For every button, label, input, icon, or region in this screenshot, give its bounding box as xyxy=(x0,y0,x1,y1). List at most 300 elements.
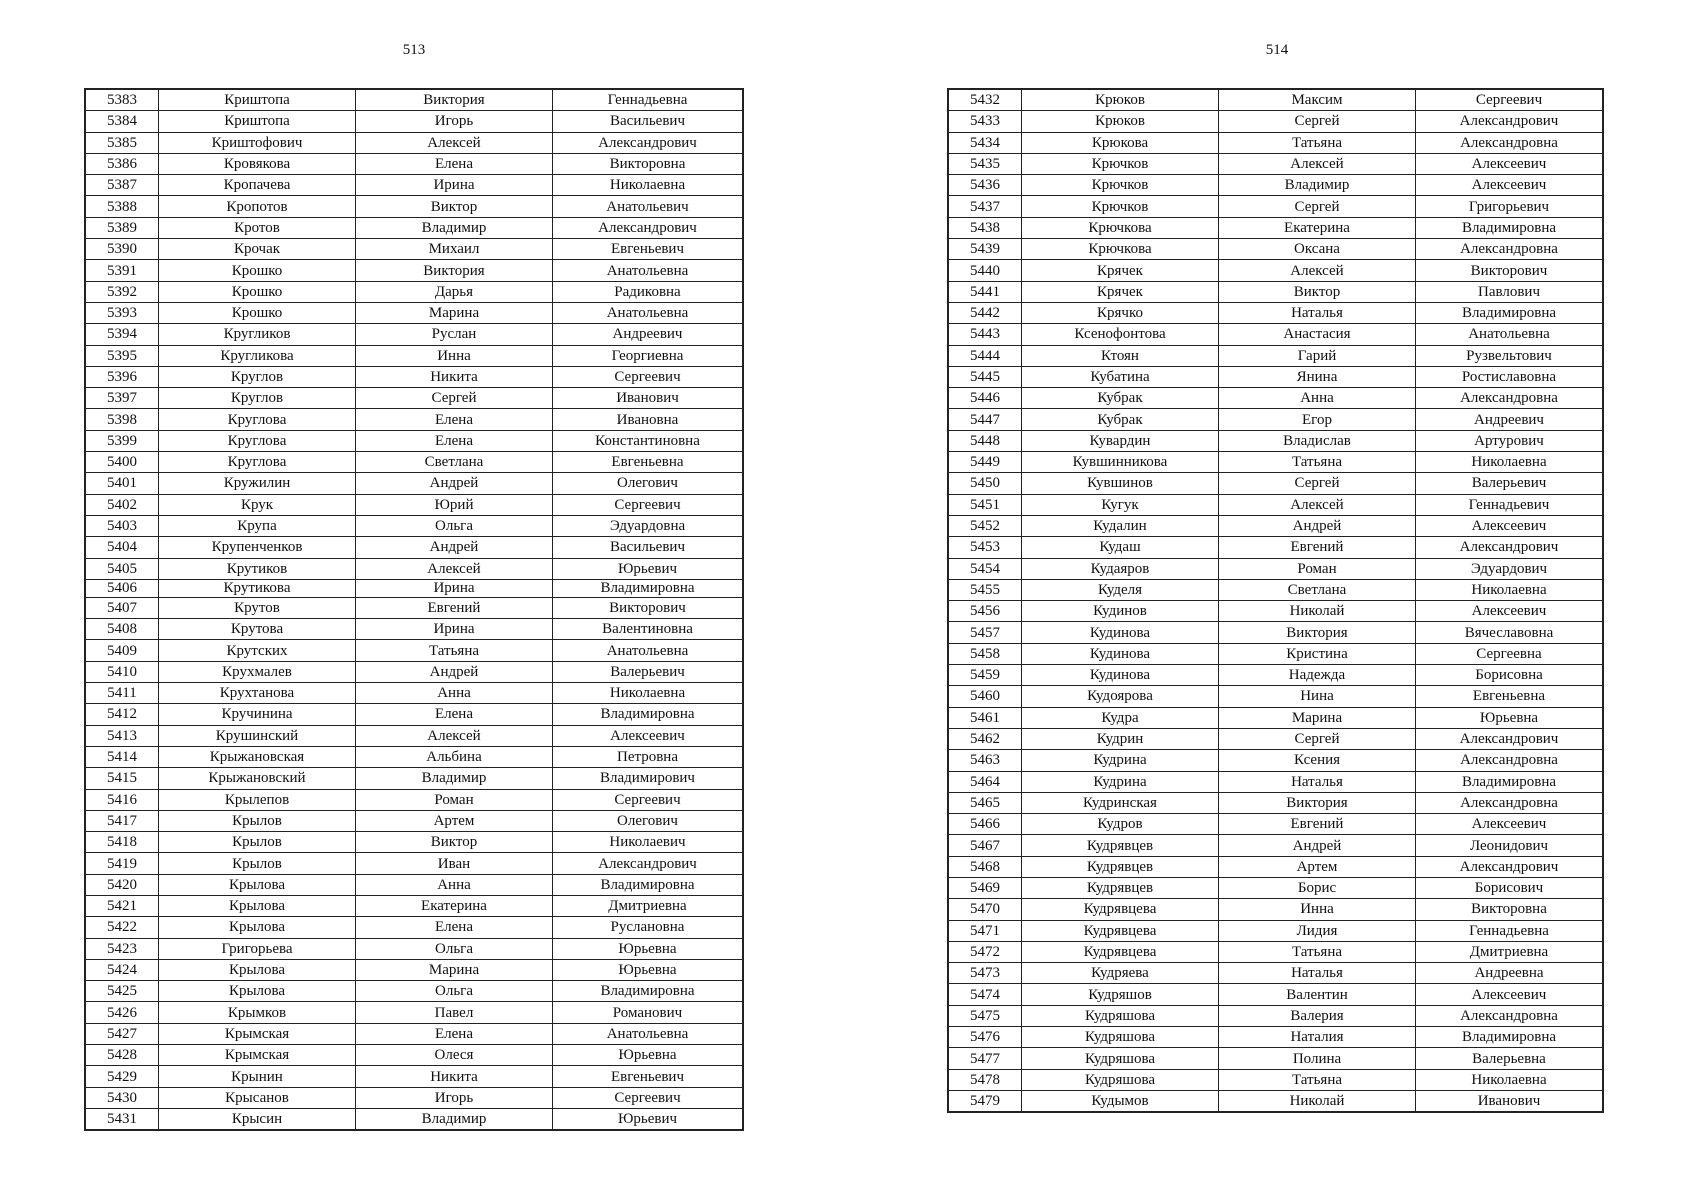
table-row xyxy=(85,409,743,430)
table-row xyxy=(948,345,1603,366)
first-name-cell: Никита xyxy=(356,366,553,387)
patronymic-cell: Алексеевич xyxy=(1416,984,1604,1005)
table-row xyxy=(948,281,1603,302)
patronymic-cell: Александрович xyxy=(1416,728,1604,749)
surname-cell: Крылова xyxy=(159,959,356,980)
first-name-cell: Сергей xyxy=(356,388,553,409)
first-name-cell: Виктория xyxy=(356,89,553,111)
first-name-cell: Игорь xyxy=(356,111,553,132)
first-name-cell: Елена xyxy=(356,917,553,938)
surname-cell: Крупа xyxy=(159,515,356,536)
page-number: 514 xyxy=(1265,42,1289,58)
patronymic-cell: Эдуардовна xyxy=(553,515,744,536)
patronymic-cell: Сергеевич xyxy=(553,789,744,810)
surname-cell: Кудрявцев xyxy=(1022,877,1219,898)
table-row xyxy=(85,111,743,132)
surname-cell: Круглов xyxy=(159,388,356,409)
patronymic-cell: Владимирович xyxy=(553,768,744,789)
first-name-cell: Валентин xyxy=(1219,984,1416,1005)
patronymic-cell: Алексеевич xyxy=(1416,153,1604,174)
surname-cell: Круглова xyxy=(159,452,356,473)
surname-cell: Крючков xyxy=(1022,196,1219,217)
surname-cell: Крутов xyxy=(159,597,356,618)
patronymic-cell: Сергеевич xyxy=(1416,89,1604,111)
table-row xyxy=(948,835,1603,856)
first-name-cell: Руслан xyxy=(356,324,553,345)
table-row xyxy=(85,430,743,451)
record-number-cell: 5386 xyxy=(85,153,159,174)
patronymic-cell: Юрьевна xyxy=(553,938,744,959)
patronymic-cell: Андреевич xyxy=(553,324,744,345)
table-row xyxy=(948,792,1603,813)
first-name-cell: Наталья xyxy=(1219,302,1416,323)
first-name-cell: Владимир xyxy=(356,1108,553,1130)
surname-cell: Крячек xyxy=(1022,260,1219,281)
record-number-cell: 5418 xyxy=(85,832,159,853)
record-number-cell: 5423 xyxy=(85,938,159,959)
table-row xyxy=(85,959,743,980)
first-name-cell: Инна xyxy=(356,345,553,366)
patronymic-cell: Георгиевна xyxy=(553,345,744,366)
table-row xyxy=(85,473,743,494)
surname-cell: Кудрина xyxy=(1022,750,1219,771)
first-name-cell: Артем xyxy=(356,810,553,831)
record-number-cell: 5444 xyxy=(948,345,1022,366)
table-row xyxy=(948,452,1603,473)
patronymic-cell: Владимировна xyxy=(1416,302,1604,323)
record-number-cell: 5433 xyxy=(948,111,1022,132)
table-row xyxy=(948,537,1603,558)
record-number-cell: 5402 xyxy=(85,494,159,515)
table-row xyxy=(85,281,743,302)
patronymic-cell: Александрович xyxy=(1416,111,1604,132)
roster-table xyxy=(947,88,1604,1113)
table-row xyxy=(948,686,1603,707)
patronymic-cell: Викторович xyxy=(553,597,744,618)
record-number-cell: 5415 xyxy=(85,768,159,789)
table-row xyxy=(85,515,743,536)
first-name-cell: Татьяна xyxy=(1219,1069,1416,1090)
record-number-cell: 5385 xyxy=(85,132,159,153)
surname-cell: Кудоярова xyxy=(1022,686,1219,707)
patronymic-cell: Геннадьевна xyxy=(1416,920,1604,941)
record-number-cell: 5411 xyxy=(85,683,159,704)
table-row xyxy=(948,111,1603,132)
surname-cell: Крымская xyxy=(159,1023,356,1044)
record-number-cell: 5428 xyxy=(85,1045,159,1066)
record-number-cell: 5472 xyxy=(948,941,1022,962)
record-number-cell: 5407 xyxy=(85,597,159,618)
table-row xyxy=(948,153,1603,174)
patronymic-cell: Иванович xyxy=(553,388,744,409)
first-name-cell: Иван xyxy=(356,853,553,874)
table-row xyxy=(948,1048,1603,1069)
patronymic-cell: Николаевна xyxy=(1416,579,1604,600)
table-row xyxy=(948,665,1603,686)
first-name-cell: Оксана xyxy=(1219,239,1416,260)
table-row xyxy=(85,239,743,260)
first-name-cell: Никита xyxy=(356,1066,553,1087)
first-name-cell: Янина xyxy=(1219,366,1416,387)
patronymic-cell: Геннадьевич xyxy=(1416,494,1604,515)
surname-cell: Крючкова xyxy=(1022,217,1219,238)
patronymic-cell: Сергеевич xyxy=(553,366,744,387)
patronymic-cell: Юрьевна xyxy=(1416,707,1604,728)
patronymic-cell: Анатольевич xyxy=(553,196,744,217)
first-name-cell: Сергей xyxy=(1219,473,1416,494)
record-number-cell: 5413 xyxy=(85,725,159,746)
first-name-cell: Наталья xyxy=(1219,771,1416,792)
patronymic-cell: Викторовна xyxy=(1416,899,1604,920)
surname-cell: Кугук xyxy=(1022,494,1219,515)
record-number-cell: 5404 xyxy=(85,537,159,558)
surname-cell: Кувшинникова xyxy=(1022,452,1219,473)
first-name-cell: Егор xyxy=(1219,409,1416,430)
patronymic-cell: Александровна xyxy=(1416,1005,1604,1026)
record-number-cell: 5457 xyxy=(948,622,1022,643)
patronymic-cell: Владимировна xyxy=(553,704,744,725)
surname-cell: Кудров xyxy=(1022,814,1219,835)
table-row xyxy=(85,579,743,597)
first-name-cell: Виктор xyxy=(356,196,553,217)
patronymic-cell: Борисовна xyxy=(1416,665,1604,686)
first-name-cell: Надежда xyxy=(1219,665,1416,686)
record-number-cell: 5450 xyxy=(948,473,1022,494)
record-number-cell: 5427 xyxy=(85,1023,159,1044)
record-number-cell: 5384 xyxy=(85,111,159,132)
patronymic-cell: Олегович xyxy=(553,810,744,831)
record-number-cell: 5474 xyxy=(948,984,1022,1005)
patronymic-cell: Александровна xyxy=(1416,132,1604,153)
patronymic-cell: Александровна xyxy=(1416,388,1604,409)
surname-cell: Крысанов xyxy=(159,1087,356,1108)
first-name-cell: Виктория xyxy=(356,260,553,281)
table-row xyxy=(85,1023,743,1044)
first-name-cell: Татьяна xyxy=(1219,941,1416,962)
surname-cell: Крупенченков xyxy=(159,537,356,558)
first-name-cell: Марина xyxy=(356,302,553,323)
surname-cell: Крыжановская xyxy=(159,746,356,767)
first-name-cell: Ирина xyxy=(356,619,553,640)
patronymic-cell: Романович xyxy=(553,1002,744,1023)
patronymic-cell: Валерьевна xyxy=(1416,1048,1604,1069)
surname-cell: Крынин xyxy=(159,1066,356,1087)
patronymic-cell: Борисович xyxy=(1416,877,1604,898)
record-number-cell: 5463 xyxy=(948,750,1022,771)
table-row xyxy=(948,1090,1603,1112)
table-row xyxy=(948,920,1603,941)
record-number-cell: 5410 xyxy=(85,661,159,682)
surname-cell: Кудрин xyxy=(1022,728,1219,749)
surname-cell: Крюкова xyxy=(1022,132,1219,153)
patronymic-cell: Владимировна xyxy=(553,874,744,895)
patronymic-cell: Григорьевич xyxy=(1416,196,1604,217)
surname-cell: Крысин xyxy=(159,1108,356,1130)
table-row xyxy=(948,175,1603,196)
first-name-cell: Владимир xyxy=(356,217,553,238)
first-name-cell: Евгений xyxy=(356,597,553,618)
table-row xyxy=(948,707,1603,728)
patronymic-cell: Юрьевна xyxy=(553,959,744,980)
record-number-cell: 5459 xyxy=(948,665,1022,686)
record-number-cell: 5465 xyxy=(948,792,1022,813)
surname-cell: Ксенофонтова xyxy=(1022,324,1219,345)
record-number-cell: 5449 xyxy=(948,452,1022,473)
first-name-cell: Евгений xyxy=(1219,814,1416,835)
patronymic-cell: Артурович xyxy=(1416,430,1604,451)
record-number-cell: 5392 xyxy=(85,281,159,302)
patronymic-cell: Викторовна xyxy=(553,153,744,174)
surname-cell: Круглова xyxy=(159,430,356,451)
surname-cell: Кудрявцев xyxy=(1022,835,1219,856)
record-number-cell: 5469 xyxy=(948,877,1022,898)
table-row xyxy=(85,895,743,916)
patronymic-cell: Ростиславовна xyxy=(1416,366,1604,387)
table-row xyxy=(85,153,743,174)
record-number-cell: 5441 xyxy=(948,281,1022,302)
patronymic-cell: Алексеевич xyxy=(1416,175,1604,196)
record-number-cell: 5398 xyxy=(85,409,159,430)
table-row xyxy=(85,1108,743,1130)
record-number-cell: 5447 xyxy=(948,409,1022,430)
table-row xyxy=(948,89,1603,111)
record-number-cell: 5445 xyxy=(948,366,1022,387)
surname-cell: Кудаяров xyxy=(1022,558,1219,579)
record-number-cell: 5446 xyxy=(948,388,1022,409)
surname-cell: Крючков xyxy=(1022,175,1219,196)
surname-cell: Криштопа xyxy=(159,111,356,132)
patronymic-cell: Андреевна xyxy=(1416,963,1604,984)
patronymic-cell: Александрович xyxy=(553,853,744,874)
surname-cell: Крылова xyxy=(159,874,356,895)
table-row xyxy=(948,899,1603,920)
surname-cell: Кудалин xyxy=(1022,515,1219,536)
table-row xyxy=(85,1066,743,1087)
patronymic-cell: Александрович xyxy=(553,217,744,238)
surname-cell: Кубрак xyxy=(1022,409,1219,430)
surname-cell: Крошко xyxy=(159,260,356,281)
record-number-cell: 5466 xyxy=(948,814,1022,835)
table-row xyxy=(948,856,1603,877)
surname-cell: Крутиков xyxy=(159,558,356,579)
table-row xyxy=(948,324,1603,345)
patronymic-cell: Ивановна xyxy=(553,409,744,430)
record-number-cell: 5387 xyxy=(85,175,159,196)
roster-table xyxy=(84,88,744,1131)
surname-cell: Крымков xyxy=(159,1002,356,1023)
record-number-cell: 5456 xyxy=(948,601,1022,622)
patronymic-cell: Алексеевич xyxy=(1416,814,1604,835)
record-number-cell: 5458 xyxy=(948,643,1022,664)
surname-cell: Кропотов xyxy=(159,196,356,217)
first-name-cell: Нина xyxy=(1219,686,1416,707)
first-name-cell: Андрей xyxy=(1219,515,1416,536)
patronymic-cell: Радиковна xyxy=(553,281,744,302)
first-name-cell: Ирина xyxy=(356,579,553,597)
first-name-cell: Алексей xyxy=(356,558,553,579)
first-name-cell: Ольга xyxy=(356,515,553,536)
table-row xyxy=(85,452,743,473)
table-row xyxy=(948,239,1603,260)
roster-table-body xyxy=(948,89,1603,1112)
table-row xyxy=(85,217,743,238)
first-name-cell: Елена xyxy=(356,704,553,725)
first-name-cell: Марина xyxy=(1219,707,1416,728)
table-row xyxy=(85,196,743,217)
first-name-cell: Елена xyxy=(356,409,553,430)
record-number-cell: 5391 xyxy=(85,260,159,281)
patronymic-cell: Руслановна xyxy=(553,917,744,938)
patronymic-cell: Алексеевич xyxy=(1416,601,1604,622)
record-number-cell: 5417 xyxy=(85,810,159,831)
first-name-cell: Юрий xyxy=(356,494,553,515)
first-name-cell: Екатерина xyxy=(1219,217,1416,238)
table-row xyxy=(948,1005,1603,1026)
table-row xyxy=(948,941,1603,962)
patronymic-cell: Александрович xyxy=(1416,856,1604,877)
surname-cell: Кудряшова xyxy=(1022,1048,1219,1069)
first-name-cell: Максим xyxy=(1219,89,1416,111)
surname-cell: Кротов xyxy=(159,217,356,238)
table-row xyxy=(85,917,743,938)
surname-cell: Крутикова xyxy=(159,579,356,597)
surname-cell: Кудрявцева xyxy=(1022,899,1219,920)
patronymic-cell: Олегович xyxy=(553,473,744,494)
record-number-cell: 5439 xyxy=(948,239,1022,260)
surname-cell: Кручинина xyxy=(159,704,356,725)
surname-cell: Крушинский xyxy=(159,725,356,746)
table-row xyxy=(85,494,743,515)
surname-cell: Кругликов xyxy=(159,324,356,345)
first-name-cell: Лидия xyxy=(1219,920,1416,941)
table-row xyxy=(948,1069,1603,1090)
surname-cell: Крухмалев xyxy=(159,661,356,682)
surname-cell: Крыжановский xyxy=(159,768,356,789)
record-number-cell: 5443 xyxy=(948,324,1022,345)
first-name-cell: Роман xyxy=(356,789,553,810)
surname-cell: Крук xyxy=(159,494,356,515)
patronymic-cell: Николаевна xyxy=(1416,1069,1604,1090)
record-number-cell: 5432 xyxy=(948,89,1022,111)
table-row xyxy=(948,771,1603,792)
table-row xyxy=(948,366,1603,387)
surname-cell: Круглова xyxy=(159,409,356,430)
first-name-cell: Сергей xyxy=(1219,728,1416,749)
first-name-cell: Инна xyxy=(1219,899,1416,920)
patronymic-cell: Юрьевич xyxy=(553,558,744,579)
record-number-cell: 5429 xyxy=(85,1066,159,1087)
first-name-cell: Борис xyxy=(1219,877,1416,898)
record-number-cell: 5403 xyxy=(85,515,159,536)
patronymic-cell: Алексеевич xyxy=(553,725,744,746)
table-row xyxy=(85,725,743,746)
patronymic-cell: Евгеньевна xyxy=(553,452,744,473)
record-number-cell: 5454 xyxy=(948,558,1022,579)
surname-cell: Крылова xyxy=(159,895,356,916)
table-row xyxy=(85,302,743,323)
patronymic-cell: Юрьевич xyxy=(553,1108,744,1130)
patronymic-cell: Анатольевна xyxy=(553,260,744,281)
table-row xyxy=(85,619,743,640)
surname-cell: Кружилин xyxy=(159,473,356,494)
first-name-cell: Анна xyxy=(1219,388,1416,409)
patronymic-cell: Дмитриевна xyxy=(1416,941,1604,962)
record-number-cell: 5470 xyxy=(948,899,1022,920)
record-number-cell: 5397 xyxy=(85,388,159,409)
first-name-cell: Алексей xyxy=(1219,153,1416,174)
surname-cell: Крутских xyxy=(159,640,356,661)
record-number-cell: 5440 xyxy=(948,260,1022,281)
surname-cell: Крюков xyxy=(1022,89,1219,111)
patronymic-cell: Алексеевич xyxy=(1416,515,1604,536)
table-row xyxy=(948,473,1603,494)
patronymic-cell: Иванович xyxy=(1416,1090,1604,1112)
patronymic-cell: Юрьевна xyxy=(553,1045,744,1066)
surname-cell: Крючков xyxy=(1022,153,1219,174)
first-name-cell: Николай xyxy=(1219,1090,1416,1112)
surname-cell: Кровякова xyxy=(159,153,356,174)
table-row xyxy=(85,704,743,725)
surname-cell: Кудряева xyxy=(1022,963,1219,984)
record-number-cell: 5453 xyxy=(948,537,1022,558)
record-number-cell: 5479 xyxy=(948,1090,1022,1112)
first-name-cell: Анастасия xyxy=(1219,324,1416,345)
record-number-cell: 5400 xyxy=(85,452,159,473)
first-name-cell: Виктория xyxy=(1219,622,1416,643)
table-row xyxy=(948,388,1603,409)
table-row xyxy=(948,984,1603,1005)
first-name-cell: Екатерина xyxy=(356,895,553,916)
first-name-cell: Светлана xyxy=(1219,579,1416,600)
patronymic-cell: Владимировна xyxy=(553,981,744,1002)
record-number-cell: 5452 xyxy=(948,515,1022,536)
record-number-cell: 5451 xyxy=(948,494,1022,515)
table-row xyxy=(948,196,1603,217)
patronymic-cell: Николаевич xyxy=(553,832,744,853)
record-number-cell: 5396 xyxy=(85,366,159,387)
table-row xyxy=(85,853,743,874)
surname-cell: Кудряшова xyxy=(1022,1005,1219,1026)
first-name-cell: Марина xyxy=(356,959,553,980)
surname-cell: Кудинова xyxy=(1022,643,1219,664)
first-name-cell: Владислав xyxy=(1219,430,1416,451)
table-row xyxy=(85,366,743,387)
first-name-cell: Ксения xyxy=(1219,750,1416,771)
record-number-cell: 5394 xyxy=(85,324,159,345)
table-row xyxy=(85,537,743,558)
table-row xyxy=(85,558,743,579)
table-row xyxy=(85,89,743,111)
first-name-cell: Виктор xyxy=(1219,281,1416,302)
table-row xyxy=(85,810,743,831)
surname-cell: Кубатина xyxy=(1022,366,1219,387)
surname-cell: Крылепов xyxy=(159,789,356,810)
record-number-cell: 5395 xyxy=(85,345,159,366)
surname-cell: Кудряшова xyxy=(1022,1069,1219,1090)
record-number-cell: 5467 xyxy=(948,835,1022,856)
first-name-cell: Павел xyxy=(356,1002,553,1023)
first-name-cell: Михаил xyxy=(356,239,553,260)
first-name-cell: Татьяна xyxy=(1219,132,1416,153)
record-number-cell: 5471 xyxy=(948,920,1022,941)
table-row xyxy=(85,832,743,853)
record-number-cell: 5409 xyxy=(85,640,159,661)
first-name-cell: Евгений xyxy=(1219,537,1416,558)
patronymic-cell: Вячеславовна xyxy=(1416,622,1604,643)
surname-cell: Кудымов xyxy=(1022,1090,1219,1112)
record-number-cell: 5461 xyxy=(948,707,1022,728)
first-name-cell: Елена xyxy=(356,153,553,174)
